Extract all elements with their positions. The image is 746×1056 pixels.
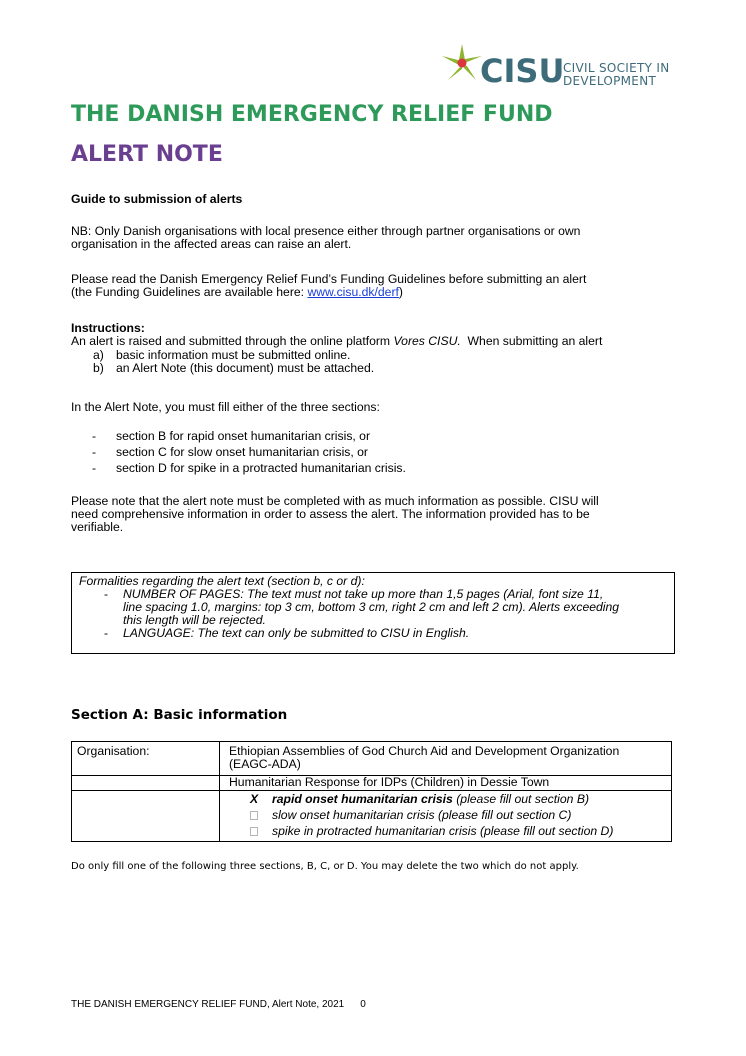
cisu-logo — [440, 42, 690, 92]
instructions-heading: Instructions: — [71, 321, 145, 335]
note-line-3: verifiable. — [71, 520, 124, 534]
table-divider — [219, 742, 220, 841]
formalities-heading: Formalities regarding the alert text (section b, c or d): — [79, 574, 365, 588]
cisu-star-logo-icon — [440, 42, 484, 86]
note-line-2: need comprehensive information in order to assess the alert. The information provided has to be — [71, 507, 590, 521]
read-guidelines-line-1: Please read the Danish Emergency Relief Fund’s Funding Guidelines before submitting an alert — [71, 272, 587, 286]
crisis-option-spike[interactable] — [272, 825, 613, 838]
formalities-pages-line-2: line spacing 1.0, margins: top 3 cm, bottom 3 cm, right 2 cm and left 2 cm). Alerts exceeding — [123, 600, 620, 614]
organisation-value-line-2[interactable]: (EAGC-ADA) — [229, 757, 301, 771]
list-marker: a) — [93, 348, 104, 362]
page-number: 0 — [360, 999, 366, 1010]
note-line-1: Please note that the alert note must be completed with as much information as possible. CISU will — [71, 494, 599, 508]
cisu-derf-link[interactable]: www.cisu.dk/derf — [307, 285, 399, 299]
list-item: an Alert Note (this document) must be attached. — [116, 361, 375, 375]
logo-brand: CISU — [480, 52, 565, 90]
read-guidelines-line-2 — [71, 286, 403, 299]
nb-line-2: organisation in the affected areas can raise an alert. — [71, 237, 352, 251]
formalities-pages-line-1: NUMBER OF PAGES: The text must not take up more than 1,5 pages (Arial, font size 11, — [123, 587, 604, 601]
guide-heading: Guide to submission of alerts — [71, 192, 243, 206]
nb-line-1: NB: Only Danish organisations with local presence either through partner organisations or own — [71, 224, 581, 238]
document-title: THE DANISH EMERGENCY RELIEF FUND — [71, 102, 553, 127]
section-selection-notice: Do only fill one of the following three sections, B, C, or D. You may delete the two which do not apply. — [71, 861, 579, 872]
crisis-option-rapid[interactable] — [272, 793, 589, 806]
organisation-value-line-1[interactable]: Ethiopian Assemblies of God Church Aid and Development Organization — [229, 744, 620, 758]
read-guidelines-suffix: ) — [398, 285, 403, 299]
document-subtitle: ALERT NOTE — [71, 142, 223, 167]
crisis-option-mark[interactable]: X — [250, 792, 259, 806]
page-footer — [71, 999, 366, 1011]
list-marker: b) — [93, 361, 104, 375]
fill-intro: In the Alert Note, you must fill either of the three sections: — [71, 400, 380, 414]
list-item: section D for spike in a protracted humanitarian crisis. — [116, 461, 406, 475]
basic-info-table — [71, 741, 672, 842]
crisis-option-label: slow onset humanitarian crisis — [272, 808, 435, 822]
table-divider — [72, 790, 671, 791]
list-marker: - — [104, 587, 109, 601]
logo-tagline-2: DEVELOPMENT — [563, 74, 657, 88]
logo-tagline-1: CIVIL SOCIETY IN — [563, 61, 670, 75]
crisis-option-label: rapid onset humanitarian crisis — [272, 792, 453, 806]
list-item: section C for slow onset humanitarian crisis, or — [116, 445, 368, 459]
crisis-option-hint: (please fill out section C) — [434, 808, 572, 822]
instructions-prefix: An alert is raised and submitted through the online platform — [71, 334, 394, 348]
list-item: basic information must be submitted online. — [116, 348, 351, 362]
crisis-option-hint: (please fill out section B) — [452, 792, 590, 806]
platform-name: Vores CISU. — [393, 334, 461, 348]
list-marker: - — [92, 429, 97, 443]
list-marker: - — [92, 461, 97, 475]
crisis-option-hint: (please fill out section D) — [476, 824, 614, 838]
section-a-heading: Section A: Basic information — [71, 707, 288, 723]
checkbox-icon[interactable] — [250, 825, 258, 838]
organisation-label: Organisation: — [77, 744, 150, 758]
project-title[interactable]: Humanitarian Response for IDPs (Children) in Dessie Town — [229, 775, 550, 789]
footer-text: THE DANISH EMERGENCY RELIEF FUND, Alert Note, 2021 — [71, 999, 345, 1010]
list-marker: - — [92, 445, 97, 459]
formalities-language: LANGUAGE: The text can only be submitted to CISU in English. — [123, 626, 470, 640]
formalities-pages-line-3: this length will be rejected. — [123, 613, 266, 627]
instructions-suffix: When submitting an alert — [460, 334, 603, 348]
crisis-option-label: spike in protracted humanitarian crisis — [272, 824, 477, 838]
checkbox-icon[interactable] — [250, 809, 258, 822]
read-guidelines-prefix: (the Funding Guidelines are available here: — [71, 285, 308, 299]
crisis-option-slow[interactable] — [272, 809, 571, 822]
list-item — [93, 362, 104, 375]
list-item: section B for rapid onset humanitarian crisis, or — [116, 429, 371, 443]
instructions-line — [71, 335, 602, 348]
list-marker: - — [104, 626, 109, 640]
formalities-box — [71, 572, 675, 654]
